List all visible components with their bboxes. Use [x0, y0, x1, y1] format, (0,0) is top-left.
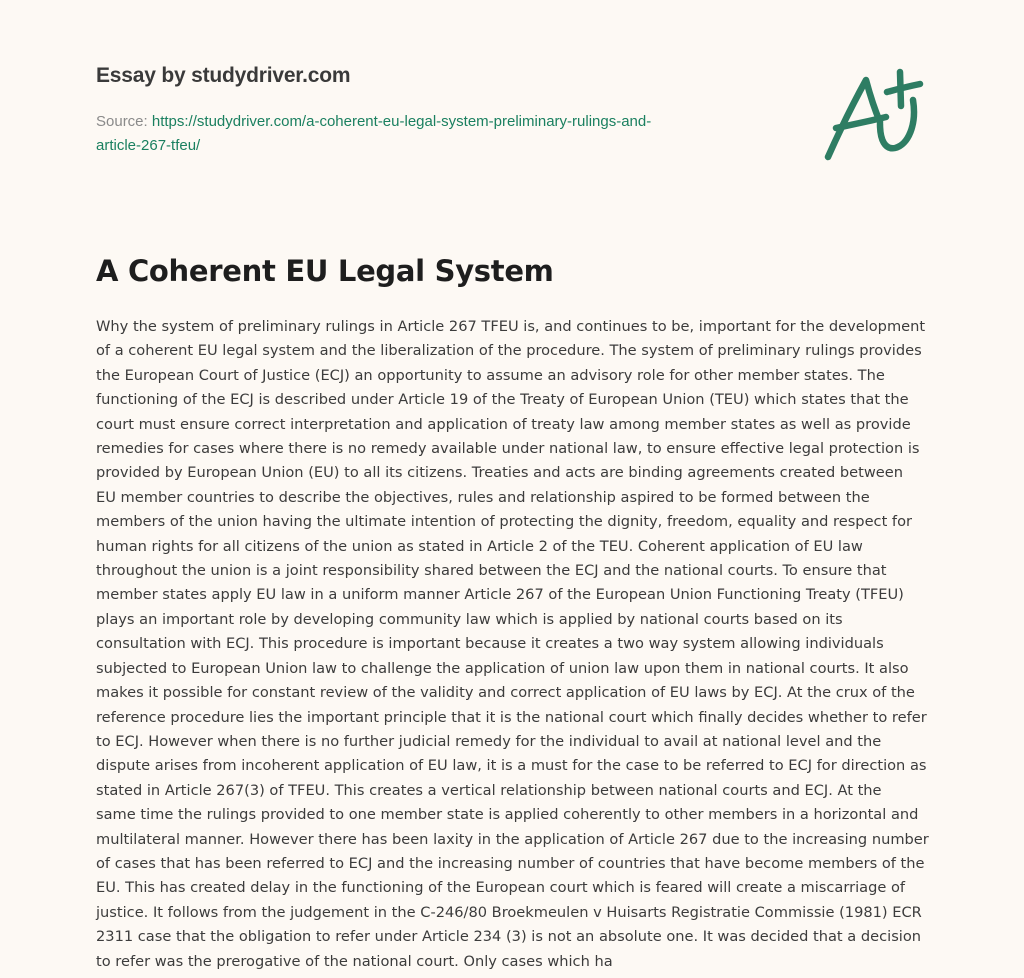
- article-text-line: stated in Article 267(3) of TFEU. This creates a vertical relationship between national courts and ECJ. At the: [96, 781, 882, 799]
- article-title: A Coherent EU Legal System: [96, 254, 554, 288]
- article-text-line: justice. It follows from the judgement in the C-246/80 Broekmeulen v Huisarts Registratie Commissie (1981) ECR: [96, 903, 922, 921]
- article-text-line: Why the system of preliminary rulings in Article 267 TFEU is, and continues to be, important for the development: [96, 318, 926, 335]
- article-text-line: of a coherent EU legal system and the liberalization of the procedure. The system of preliminary rulings provides: [96, 342, 922, 360]
- article-text-line: to refer was the prerogative of the national court. Only cases which ha: [96, 952, 613, 970]
- article-text-line: reference procedure lies the important principle that it is the national court which finally decides whether to refer: [96, 708, 927, 726]
- article-text-line: consultation with ECJ. This procedure is important because it creates a two way system allowing individuals: [96, 635, 884, 653]
- source-label: Source:: [96, 113, 148, 130]
- source-citation: [96, 110, 736, 158]
- article-text-line: human rights for all citizens of the union as stated in Article 2 of the TEU. Coherent application of EU law: [96, 537, 863, 555]
- article-text-line: remedies for cases where there is no remedy available under national law, to ensure effective legal protection is: [96, 440, 920, 458]
- article-text-line: multilateral manner. However there has been laxity in the application of Article 267 due to the increasing number: [96, 830, 929, 848]
- article-text-line: 2311 case that the obligation to refer under Article 234 (3) is not an absolute one. It was decided that a decision: [96, 928, 922, 946]
- site-brand: Essay by studydriver.com: [96, 64, 351, 87]
- article-text-line: court must ensure correct interpretation and application of treaty law among member states as well as provide: [96, 415, 911, 433]
- article-text-line: the European Court of Justice (ECJ) an opportunity to assume an advisory role for other member states. The: [96, 366, 885, 384]
- article-text-line: member states apply EU law in a uniform manner Article 267 of the European Union Functioning Treaty (TFEU): [96, 586, 904, 604]
- article-text-line: to ECJ. However when there is no further judicial remedy for the individual to avail at national level and the: [96, 732, 882, 750]
- article-text-line: EU. This has created delay in the functioning of the European court which is feared will create a miscarriage of: [96, 879, 906, 897]
- article-text-line: dispute arises from incoherent application of EU law, it is a must for the case to be referred to ECJ for direction as: [96, 757, 927, 775]
- article-text-line: members of the union having the ultimate intention of protecting the dignity, freedom, equality and respect for: [96, 513, 913, 531]
- article-text-line: of cases that has been referred to ECJ and the increasing number of countries that have become members of the: [96, 854, 925, 872]
- article-text-line: provided by European Union (EU) to all its citizens. Treaties and acts are binding agreements created between: [96, 464, 904, 482]
- article-text-line: throughout the union is a joint responsibility shared between the ECJ and the national courts. To ensure that: [96, 562, 887, 580]
- article-text-line: functioning of the ECJ is described under Article 19 of the Treaty of European Union (TEU) which states that the: [96, 391, 909, 409]
- article-text-line: same time the rulings provided to one member state is applied coherently to other members in a horizontal and: [96, 806, 919, 824]
- a-plus-logo-icon: [800, 40, 950, 180]
- source-link[interactable]: https://studydriver.com/a-coherent-eu-legal-system-preliminary-rulings-and- article-267-tfeu/: [96, 113, 652, 154]
- article-text-line: subjected to European Union law to challenge the application of union law upon them in national courts. It also: [96, 659, 909, 677]
- article-body: [96, 315, 936, 974]
- article-text-line: makes it possible for constant review of the validity and correct application of EU laws by ECJ. At the crux of the: [96, 684, 915, 702]
- article-text-line: EU member countries to describe the objectives, rules and relationship aspired to be formed between the: [96, 488, 870, 506]
- article-text-line: plays an important role by developing community law which is applied by national courts based on its: [96, 610, 843, 628]
